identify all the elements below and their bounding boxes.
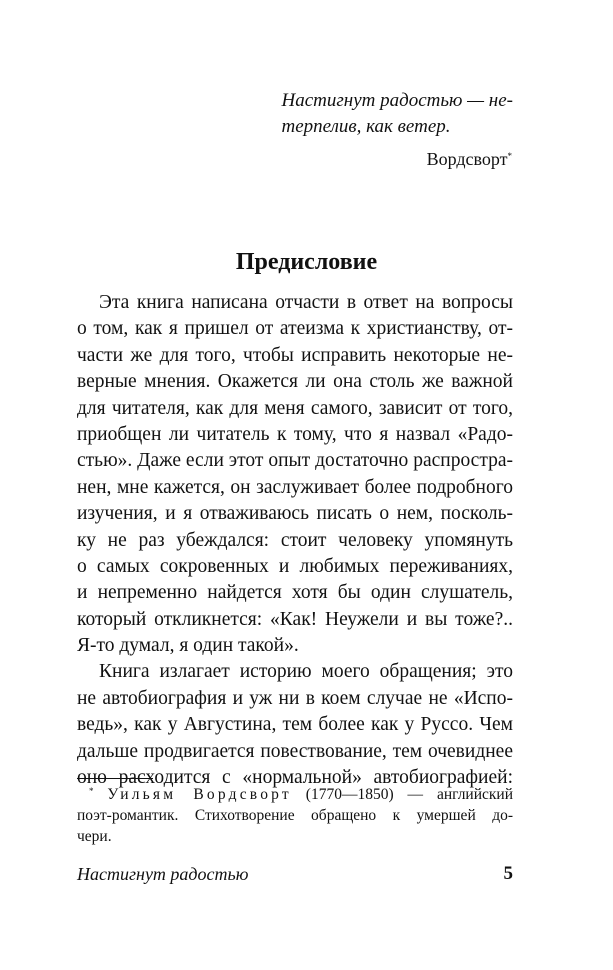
body-line: части же для того, чтобы исправить некоторые не- (77, 344, 513, 366)
body-line: о самых сокровенных и любимых переживаниях, (77, 555, 513, 577)
body-line: ку не раз убеждался: стоит человеку упомянуть (77, 529, 513, 551)
body-line: нен, мне кажется, он заслуживает более подробного (77, 476, 513, 498)
body-line: не автобиография и уж ни в коем случае не «Испо- (77, 687, 513, 709)
body-line: ведь», как у Августина, тем более как у Руссо. Чем (77, 714, 513, 736)
body-line: о том, как я пришел от атеизма к христианству, от- (77, 318, 513, 340)
running-title: Настигнут радостью (77, 864, 249, 884)
footnote-name: Уильям Вордсворт (107, 786, 292, 803)
page-number: 5 (503, 863, 513, 884)
body-line: изучения, и я отваживаюсь писать о нем, посколь- (77, 503, 513, 525)
footnote-divider (77, 778, 153, 779)
body-line: приобщен ли читатель к тому, что я назвал «Радо- (77, 423, 513, 445)
footnote-line-1 (77, 781, 513, 805)
body-line: стью». Даже если этот опыт достаточно распростра- (77, 450, 513, 472)
body-line: дальше продвигается повествование, тем очевиднее (77, 740, 513, 762)
epigraph-author (427, 144, 512, 171)
epigraph-line-1: Настигнут радостью — не- (281, 90, 513, 111)
body-line: и непременно найдется хотя бы один слушатель, (77, 582, 513, 604)
body-line: Книга излагает историю моего обращения; это (99, 661, 513, 683)
footnote (77, 781, 513, 847)
body-line: Эта книга написана отчасти в ответ на вопросы (99, 292, 513, 313)
footnote-mark: * (89, 786, 94, 796)
footnote-line-2: поэт-романтик. Стихотворение обращено к умершей до- (77, 807, 513, 824)
body-text (77, 290, 513, 791)
epigraph-author-name: Вордсворт (426, 149, 508, 169)
body-line: верные мнения. Окажется ли она столь же важной (77, 371, 513, 393)
footnote-line-3: чери. (77, 828, 112, 845)
body-line: который откликнется: «Как! Неужели и вы тоже?.. (77, 608, 513, 630)
body-line: Я-то думал, я один такой». (77, 635, 299, 657)
body-line: для читателя, как для меня самого, зависит от того, (77, 397, 513, 419)
footnote-dates: (1770—1850) — английский (305, 786, 513, 803)
epigraph (281, 88, 513, 140)
epigraph-line-2: терпелив, как ветер. (281, 116, 451, 137)
epigraph-footnote-mark: * (507, 151, 512, 161)
chapter-title: Предисловие (235, 249, 378, 275)
body-line: оно расходится с «нормальной» автобиографией: (77, 767, 513, 789)
